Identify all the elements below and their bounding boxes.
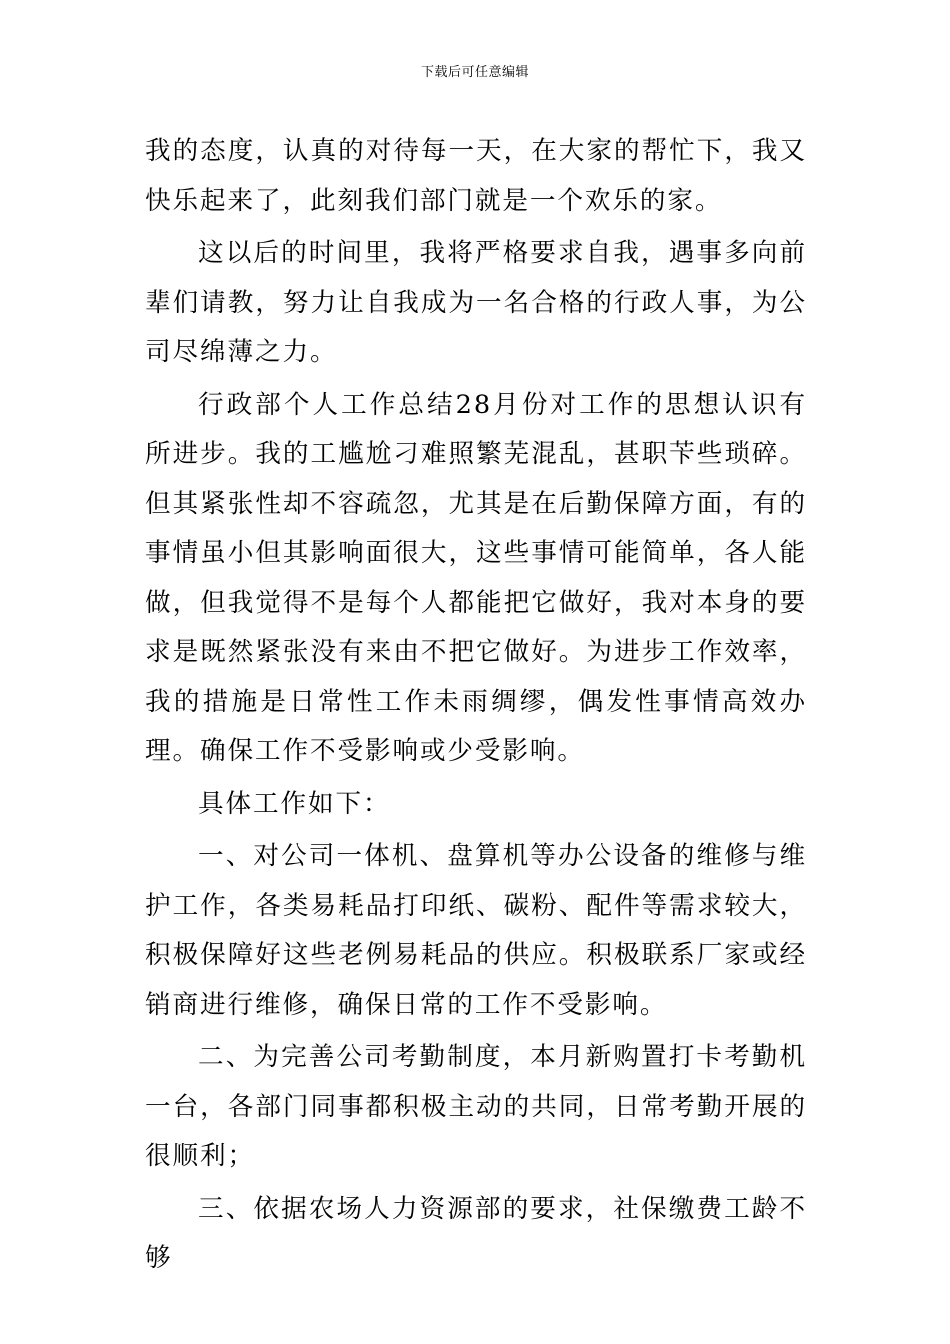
paragraph-7: 三、依据农场人力资源部的要求，社保缴费工龄不够 <box>145 1193 807 1273</box>
paragraph-1: 我的态度，认真的对待每一天，在大家的帮忙下，我又快乐起来了，此刻我们部门就是一个欢乐的家。 <box>145 136 807 216</box>
paragraph-3: 行政部个人工作总结28月份对工作的思想认识有所进步。我的工尴尬刁难照繁芜混乱，甚职苄些琐碎。但其紧张性却不容疏忽，尤其是在后勤保障方面，有的事情虽小但其影响面很大，这些事情可能简单，各人能做，但我觉得不是每个人都能把它做好，我对本身的要求是既然紧张没有来由不把它做好。为进步工作效率，我的措施是日常性工作未雨绸缪，偶发性事情高效办理。确保工作不受影响或少受影响。 <box>145 389 807 766</box>
paragraph-2: 这以后的时间里，我将严格要求自我，遇事多向前辈们请教，努力让自我成为一名合格的行政人事，为公司尽绵薄之力。 <box>145 238 807 367</box>
paragraph-5: 一、对公司一体机、盘算机等办公设备的维修与维护工作，各类易耗品打印纸、碳粉、配件等需求较大，积极保障好这些老例易耗品的供应。积极联系厂家或经销商进行维修，确保日常的工作不受影响。 <box>145 841 807 1020</box>
paragraph-4: 具体工作如下： <box>198 788 391 819</box>
document-body <box>145 127 807 1287</box>
page-header: 下载后可任意编辑 <box>420 65 529 80</box>
paragraph-6: 二、为完善公司考勤制度，本月新购置打卡考勤机一台，各部门同事都积极主动的共同，日常考勤开展的很顺利； <box>145 1042 807 1171</box>
